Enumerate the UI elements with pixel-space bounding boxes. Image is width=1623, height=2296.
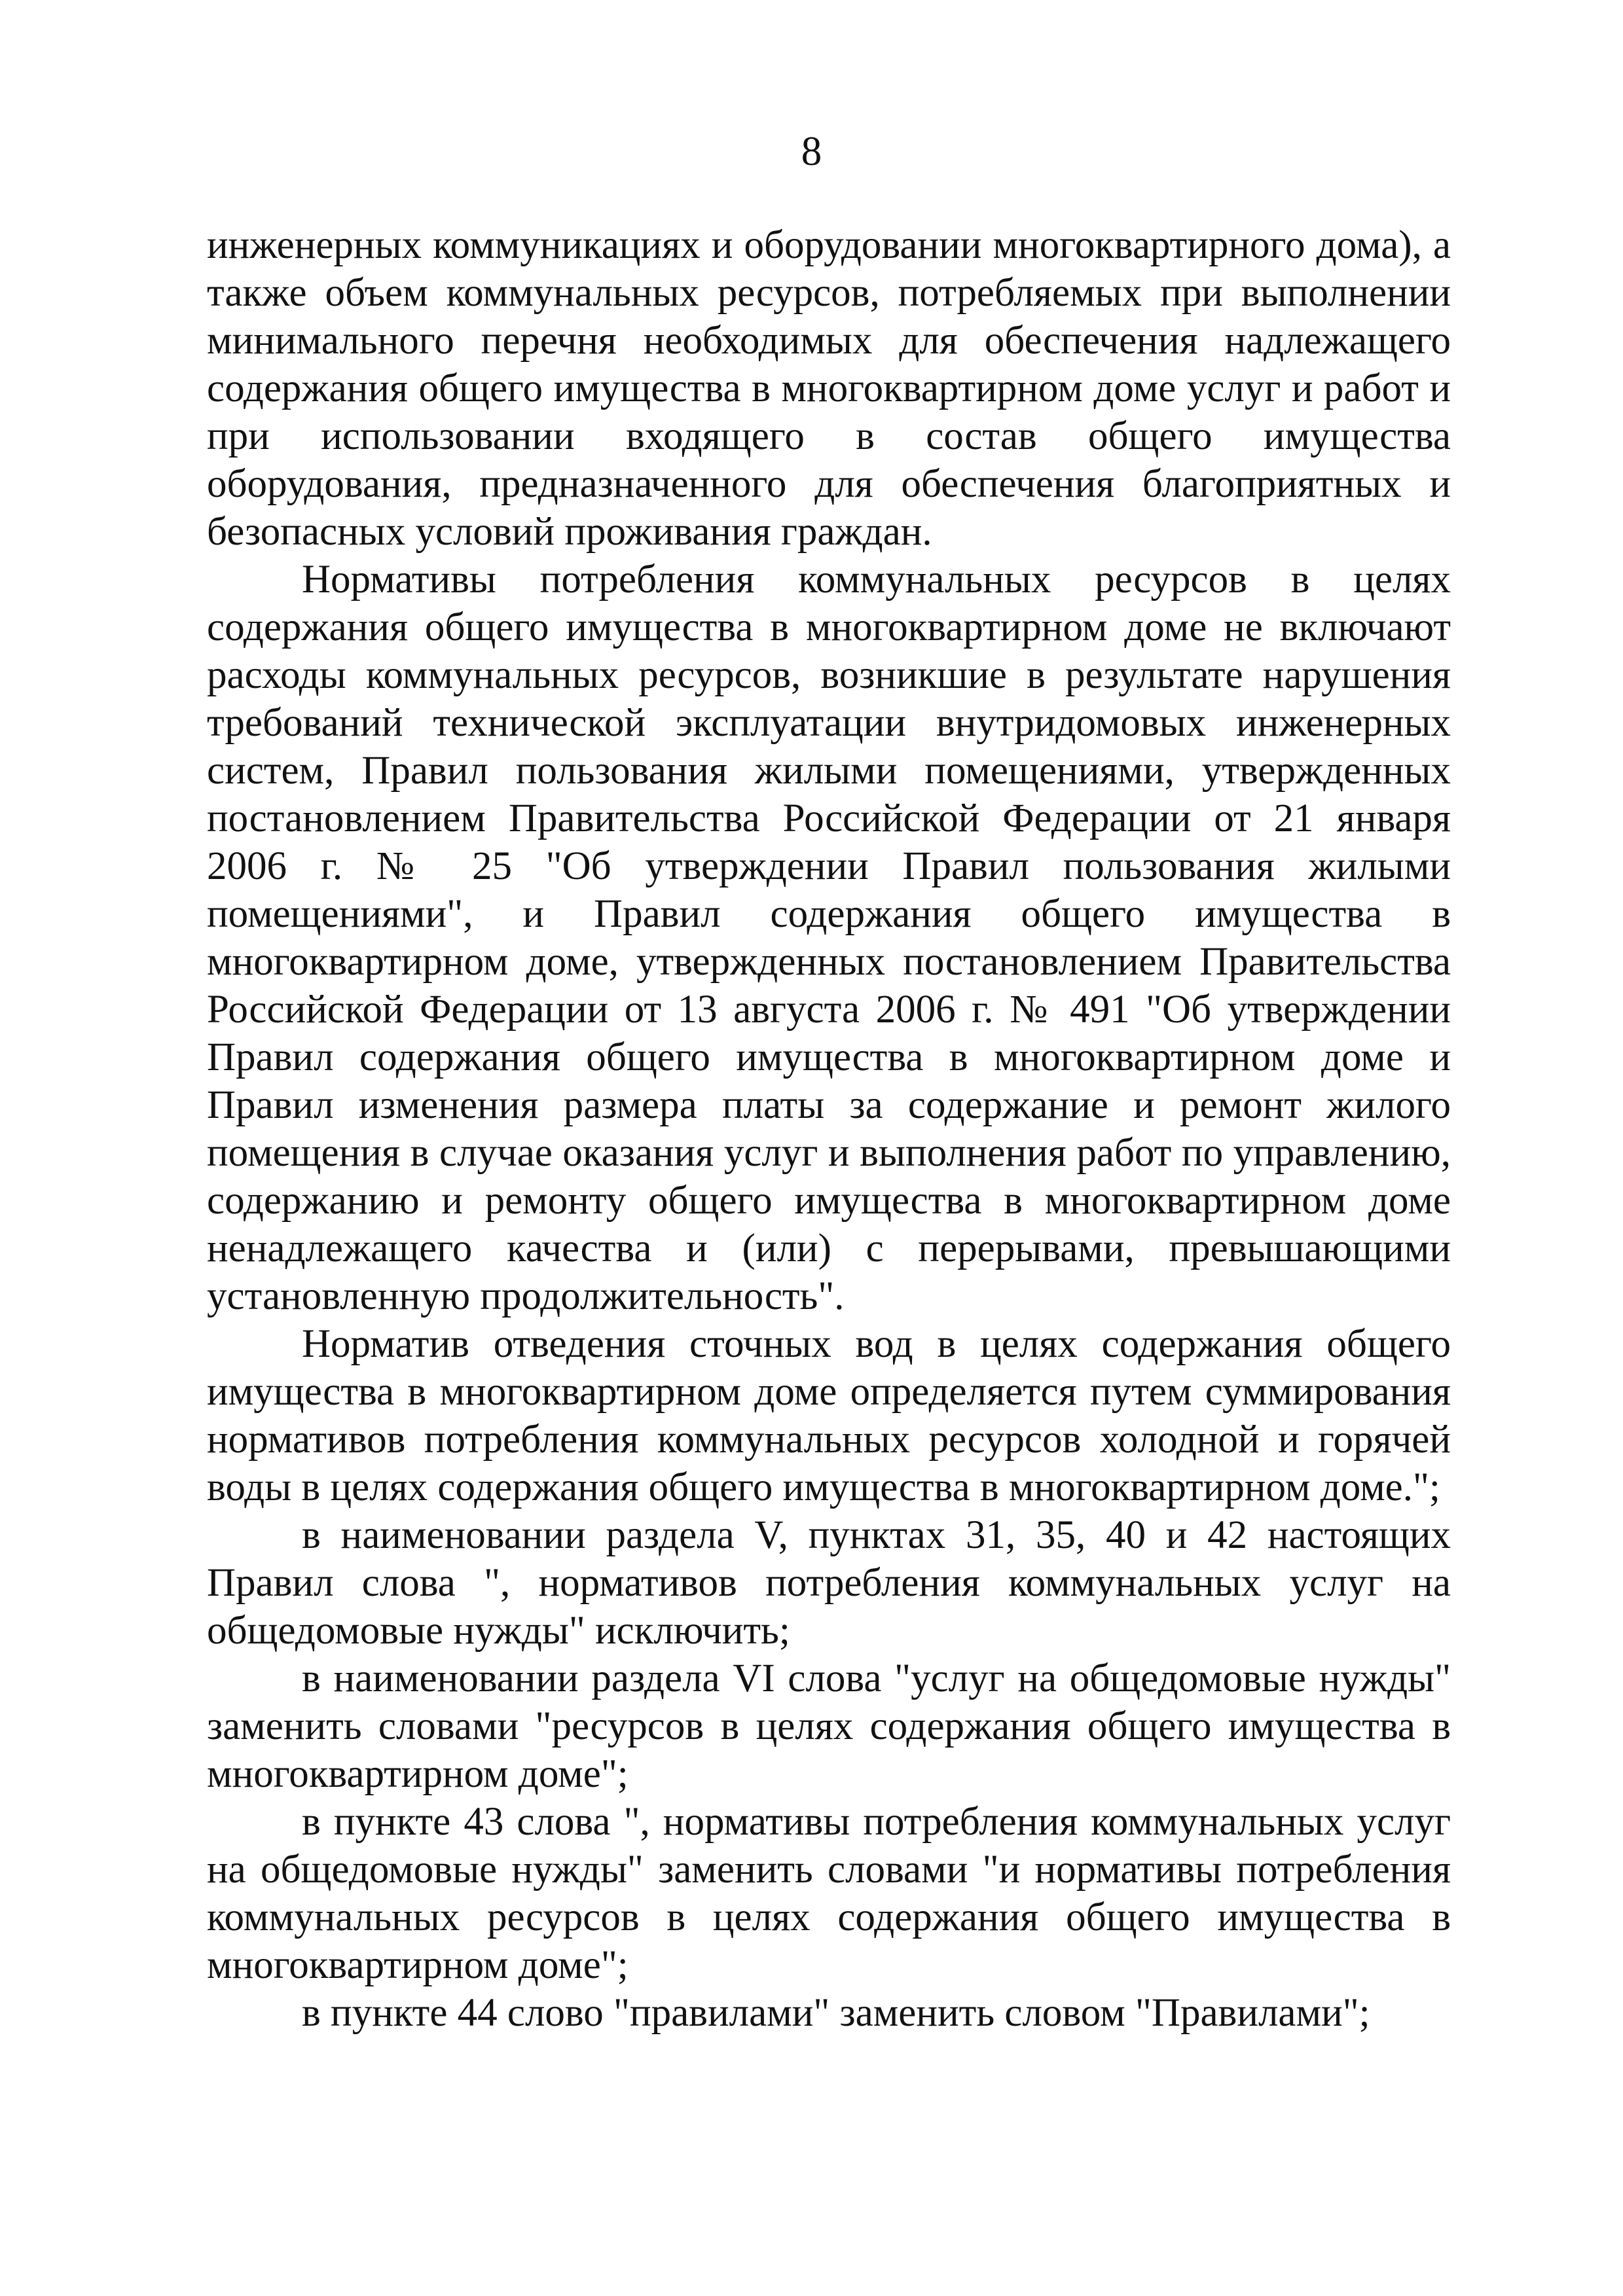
- paragraph-normatives-exclusions: Нормативы потребления коммунальных ресурсов в целях содержания общего имущества в многоквартирном доме не включают расходы коммунальных ресурсов, возникшие в результате нарушения требований технической эксплуатации внутридомовых инженерных систем, Правил пользования жилыми помещениями, утвержденных постановлением Правительства Российской Федерации от 21 января 2006 г. № 25 "Об утверждении Правил пользования жилыми помещениями", и Правил содержания общего имущества в многоквартирном доме, утвержденных постановлением Правительства Российской Федерации от 13 августа 2006 г. № 491 "Об утверждении Правил содержания общего имущества в многоквартирном доме и Правил изменения размера платы за содержание и ремонт жилого помещения в случае оказания услуг и выполнения работ по управлению, содержанию и ремонту общего имущества в многоквартирном доме ненадлежащего качества и (или) с перерывами, превышающими установленную продолжительность".: [207, 558, 1451, 1318]
- paragraph-section-vi-amendment: в наименовании раздела VI слова "услуг на общедомовые нужды" заменить словами "ресурсов в целях содержания общего имущества в многоквартирном доме";: [207, 1657, 1451, 1796]
- paragraph-wastewater-normative: Норматив отведения сточных вод в целях содержания общего имущества в многоквартирном доме определяется путем суммирования нормативов потребления коммунальных ресурсов холодной и горячей воды в целях содержания общего имущества в многоквартирном доме.";: [207, 1322, 1451, 1509]
- paragraph-item-43-amendment: в пункте 43 слова ", нормативы потребления коммунальных услуг на общедомовые нужды" заменить словами "и нормативы потребления коммунальных ресурсов в целях содержания общего имущества в многоквартирном доме";: [207, 1800, 1451, 1987]
- paragraph-item-44-amendment: в пункте 44 слово "правилами" заменить словом "Правилами";: [302, 1991, 1370, 2035]
- page-number: 8: [801, 128, 822, 174]
- document-body: [207, 221, 1451, 2037]
- paragraph-section-v-amendment: в наименовании раздела V, пунктах 31, 35, 40 и 42 настоящих Правил слова ", нормативов потребления коммунальных услуг на общедомовые нужды" исключить;: [207, 1513, 1451, 1653]
- paragraph-continuation: инженерных коммуникациях и оборудовании многоквартирного дома), а также объем коммунальных ресурсов, потребляемых при выполнении минимального перечня необходимых для обеспечения надлежащего содержания общего имущества в многоквартирном доме услуг и работ и при использовании входящего в состав общего имущества оборудования, предназначенного для обеспечения благоприятных и безопасных условий проживания граждан.: [207, 223, 1451, 554]
